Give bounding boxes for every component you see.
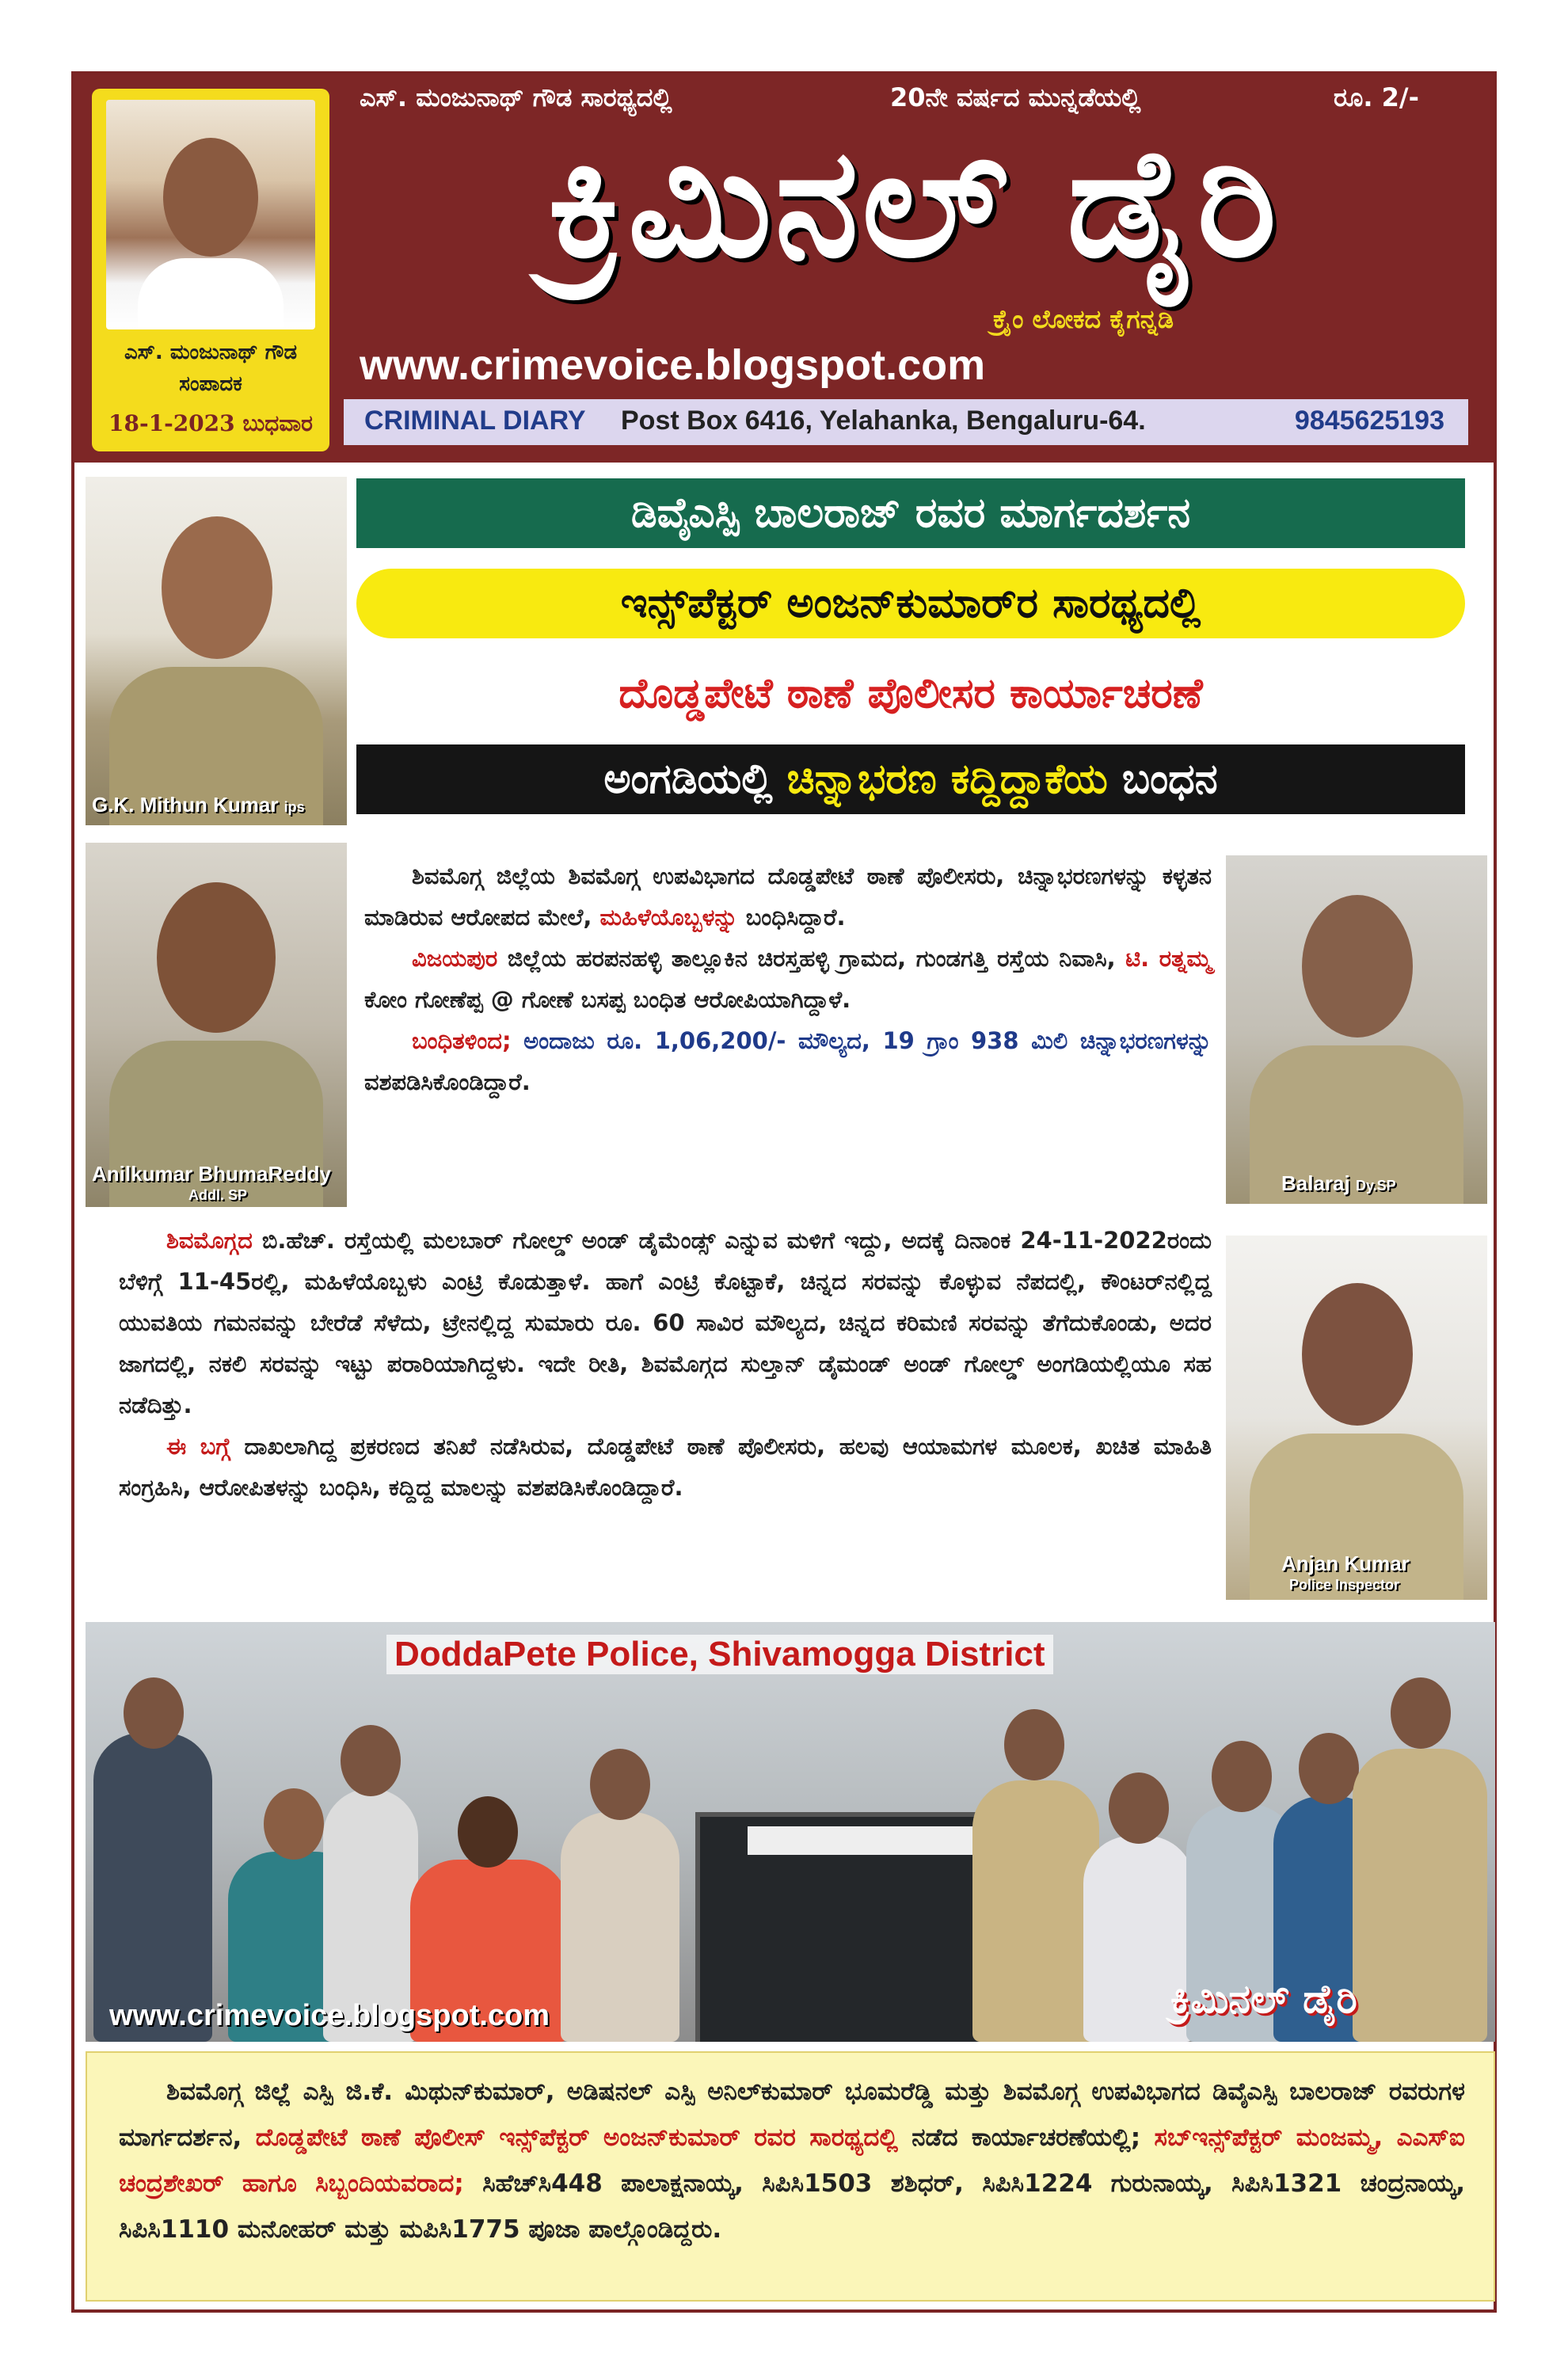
article-top: [364, 855, 1212, 1102]
credits-box: [86, 2051, 1495, 2302]
caption-mithun-kumar: G.K. Mithun Kumar ips: [92, 793, 305, 817]
article-para-1: ಶಿವಮೊಗ್ಗ ಜಿಲ್ಲೆಯ ಶಿವಮೊಗ್ಗ ಉಪವಿಭಾಗದ ದೊಡ್ಡಪೇಟೆ ಠಾಣೆ ಪೊಲೀಸರು, ಚಿನ್ನಾಭರಣಗಳನ್ನು ಕಳ್ಳತನ ಮಾಡಿರುವ ಆರೋಪದ ಮೇಲೆ, ಮಹಿಳೆಯೊಬ್ಬಳನ್ನು ಬಂಧಿಸಿದ್ದಾರೆ.: [364, 862, 1212, 931]
headline-4: ಅಂಗಡಿಯಲ್ಲಿ ಚಿನ್ನಾಭರಣ ಕದ್ದಿದ್ದಾಕೆಯ ಬಂಧನ: [356, 744, 1465, 814]
article-para-5: ಈ ಬಗ್ಗೆ ದಾಖಲಾಗಿದ್ದ ಪ್ರಕರಣದ ತನಿಖೆ ನಡೆಸಿರುವ, ದೊಡ್ಡಪೇಟೆ ಠಾಣೆ ಪೊಲೀಸರು, ಹಲವು ಆಯಾಮಗಳ ಮೂಲಕ, ಖಚಿತ ಮಾಹಿತಿ ಸಂಗ್ರಹಿಸಿ, ಆರೋಪಿತಳನ್ನು ಬಂಧಿಸಿ, ಕದ್ದಿದ್ದ ಮಾಲನ್ನು ವಶಪಡಿಸಿಕೊಂಡಿದ್ದಾರೆ.: [119, 1433, 1212, 1501]
tagline: ಕ್ರೈಂ ಲೋಕದ ಕೈಗನ್ನಡಿ: [993, 304, 1174, 334]
website[interactable]: www.crimevoice.blogspot.com: [360, 341, 986, 389]
photo-mithun-kumar: [86, 477, 347, 825]
info-bar: [344, 399, 1468, 445]
headline-2: ಇನ್ಸ್‌ಪೆಕ್ಟರ್ ಅಂಜನ್‌ಕುಮಾರ್‌ರ ಸಾರಥ್ಯದಲ್ಲಿ: [356, 569, 1465, 638]
group-photo-website: www.crimevoice.blogspot.com: [109, 1999, 550, 2032]
headline-3: ದೊಡ್ಡಪೇಟೆ ಠಾಣೆ ಪೊಲೀಸರ ಕಾರ್ಯಾಚರಣೆ: [356, 659, 1465, 729]
photo-anjan-kumar: [1226, 1236, 1487, 1600]
person: [1353, 1749, 1487, 2042]
issue-date: 18-1-2023 ಬುಧವಾರ: [108, 410, 313, 436]
group-photo-banner: DoddaPete Police, Shivamogga District: [386, 1635, 1053, 1674]
article-para-3: ಬಂಧಿತಳಿಂದ; ಅಂದಾಜು ರೂ. 1,06,200/- ಮೌಲ್ಯದ, 19 ಗ್ರಾಂ 938 ಮಿಲಿ ಚಿನ್ನಾಭರಣಗಳನ್ನು ವಶಪಡಿಸಿಕೊಂಡಿದ್ದಾರೆ.: [364, 1027, 1212, 1095]
person: [561, 1812, 679, 2042]
person: [972, 1780, 1099, 2042]
article-bottom: [119, 1220, 1212, 1508]
group-photo-logo: ಕ್ರಿಮಿನಲ್ ಡೈರಿ: [1170, 1975, 1357, 2022]
price: ರೂ. 2/-: [1334, 82, 1419, 112]
top-line-left: ಎಸ್. ಮಂಜುನಾಥ್ ಗೌಡ ಸಾರಥ್ಯದಲ್ಲಿ: [360, 82, 672, 112]
photo-balaraj: [1226, 855, 1487, 1204]
info-address: Post Box 6416, Yelahanka, Bengaluru-64.: [621, 406, 1146, 436]
photo-anilkumar: [86, 843, 347, 1207]
top-line-mid: 20ನೇ ವರ್ಷದ ಮುನ್ನಡೆಯಲ್ಲಿ: [890, 82, 1141, 112]
headline-1: ಡಿವೈಎಸ್ಪಿ ಬಾಲರಾಜ್ ರವರ ಮಾರ್ಗದರ್ಶನ: [356, 478, 1465, 548]
editor-role: ಸಂಪಾದಕ: [179, 372, 242, 396]
newspaper-title: ಕ್ರಿಮಿನಲ್ ಡೈರಿ: [548, 114, 1280, 291]
credits-text: ಶಿವಮೊಗ್ಗ ಜಿಲ್ಲೆ ಎಸ್ಪಿ ಜಿ.ಕೆ. ಮಿಥುನ್‌ಕುಮಾರ್, ಅಡಿಷನಲ್ ಎಸ್ಪಿ ಅನಿಲ್‌ಕುಮಾರ್ ಭೂಮರೆಡ್ಡಿ ಮತ್ತು ಶಿವಮೊಗ್ಗ ಉಪವಿಭಾಗದ ಡಿವೈಎಸ್ಪಿ ಬಾಲರಾಜ್ ರವರುಗಳ ಮಾರ್ಗದರ್ಶನ, ದೊಡ್ಡಪೇಟೆ ಠಾಣೆ ಪೊಲೀಸ್ ಇನ್ಸ್‌ಪೆಕ್ಟರ್ ಅಂಜನ್‌ಕುಮಾರ್ ರವರ ಸಾರಥ್ಯದಲ್ಲಿ ನಡೆದ ಕಾರ್ಯಾಚರಣೆಯಲ್ಲಿ; ಸಬ್‌ಇನ್ಸ್‌ಪೆಕ್ಟರ್ ಮಂಜಮ್ಮ, ಎಎಸ್‌ಐ ಚಂದ್ರಶೇಖರ್ ಹಾಗೂ ಸಿಬ್ಬಂದಿಯವರಾದ; ಸಿಹೆಚ್‌ಸಿ448 ಪಾಲಾಕ್ಷನಾಯ್ಕ, ಸಿಪಿಸಿ1503 ಶಶಿಧರ್, ಸಿಪಿಸಿ1224 ಗುರುನಾಯ್ಕ, ಸಿಪಿಸಿ1321 ಚಂದ್ರನಾಯ್ಕ, ಸಿಪಿಸಿ1110 ಮನೋಹರ್ ಮತ್ತು ಮಪಿಸಿ1775 ಪೂಜಾ ಪಾಲ್ಗೊಂಡಿದ್ದರು.: [119, 2077, 1465, 2244]
person: [93, 1733, 212, 2042]
article-para-2: ವಿಜಯಪುರ ಜಿಲ್ಲೆಯ ಹರಪನಹಳ್ಳಿ ತಾಲ್ಲೂಕಿನ ಚಿರಸ್ತಹಳ್ಳಿ ಗ್ರಾಮದ, ಗುಂಡಗತ್ತಿ ರಸ್ತೆಯ ನಿವಾಸಿ, ಟಿ. ರತ್ನಮ್ಮ ಕೋಂ ಗೋಣೆಪ್ಪ @ ಗೋಣೆ ಬಸಪ್ಪ ಬಂಧಿತ ಆರೋಪಿಯಾಗಿದ್ದಾಳೆ.: [364, 945, 1212, 1013]
article-para-4: ಶಿವಮೊಗ್ಗದ ಬಿ.ಹೆಚ್. ರಸ್ತೆಯಲ್ಲಿ ಮಲಬಾರ್ ಗೋಲ್ಡ್ ಅಂಡ್ ಡೈಮೆಂಡ್ಸ್ ಎನ್ನುವ ಮಳಿಗೆ ಇದ್ದು, ಅದಕ್ಕೆ ದಿನಾಂಕ 24-11-2022ರಂದು ಬೆಳಿಗ್ಗೆ 11-45ರಲ್ಲಿ, ಮಹಿಳೆಯೊಬ್ಬಳು ಎಂಟ್ರಿ ಕೊಡುತ್ತಾಳೆ. ಹಾಗೆ ಎಂಟ್ರಿ ಕೊಟ್ಟಾಕೆ, ಚಿನ್ನದ ಸರವನ್ನು ಕೊಳ್ಳುವ ನೆಪದಲ್ಲಿ, ಕೌಂಟರ್‌ನಲ್ಲಿದ್ದ ಯುವತಿಯ ಗಮನವನ್ನು ಬೇರೆಡೆ ಸೆಳೆದು, ಟ್ರೇನಲ್ಲಿದ್ದ ಸುಮಾರು ರೂ. 60 ಸಾವಿರ ಮೌಲ್ಯದ, ಚಿನ್ನದ ಕರಿಮಣಿ ಸರವನ್ನು ತೆಗೆದುಕೊಂಡು, ಅದರ ಜಾಗದಲ್ಲಿ, ನಕಲಿ ಸರವನ್ನು ಇಟ್ಟು ಪರಾರಿಯಾಗಿದ್ದಳು. ಇದೇ ರೀತಿ, ಶಿವಮೊಗ್ಗದ ಸುಲ್ತಾನ್ ಡೈಮಂಡ್ ಅಂಡ್ ಗೋಲ್ಡ್ ಅಂಗಡಿಯಲ್ಲಿಯೂ ಸಹ ನಡೆದಿತ್ತು.: [119, 1227, 1212, 1418]
group-photo: [86, 1622, 1495, 2042]
info-phone: 9845625193: [1294, 406, 1444, 436]
caption-anilkumar: Anilkumar BhumaReddy: [92, 1162, 331, 1186]
caption-anjan-kumar: Anjan Kumar: [1281, 1552, 1410, 1575]
editor-photo: [106, 100, 315, 329]
editor-card: [92, 89, 329, 451]
caption-anilkumar-role: Addl. SP: [188, 1187, 248, 1203]
caption-anjan-kumar-role: Police Inspector: [1289, 1577, 1400, 1593]
info-label: CRIMINAL DIARY: [364, 406, 586, 436]
editor-name: ಎಸ್. ಮಂಜುನಾಥ್ ಗೌಡ: [124, 341, 298, 364]
masthead: [74, 74, 1494, 463]
caption-balaraj: Balaraj Dy.SP: [1281, 1171, 1396, 1195]
